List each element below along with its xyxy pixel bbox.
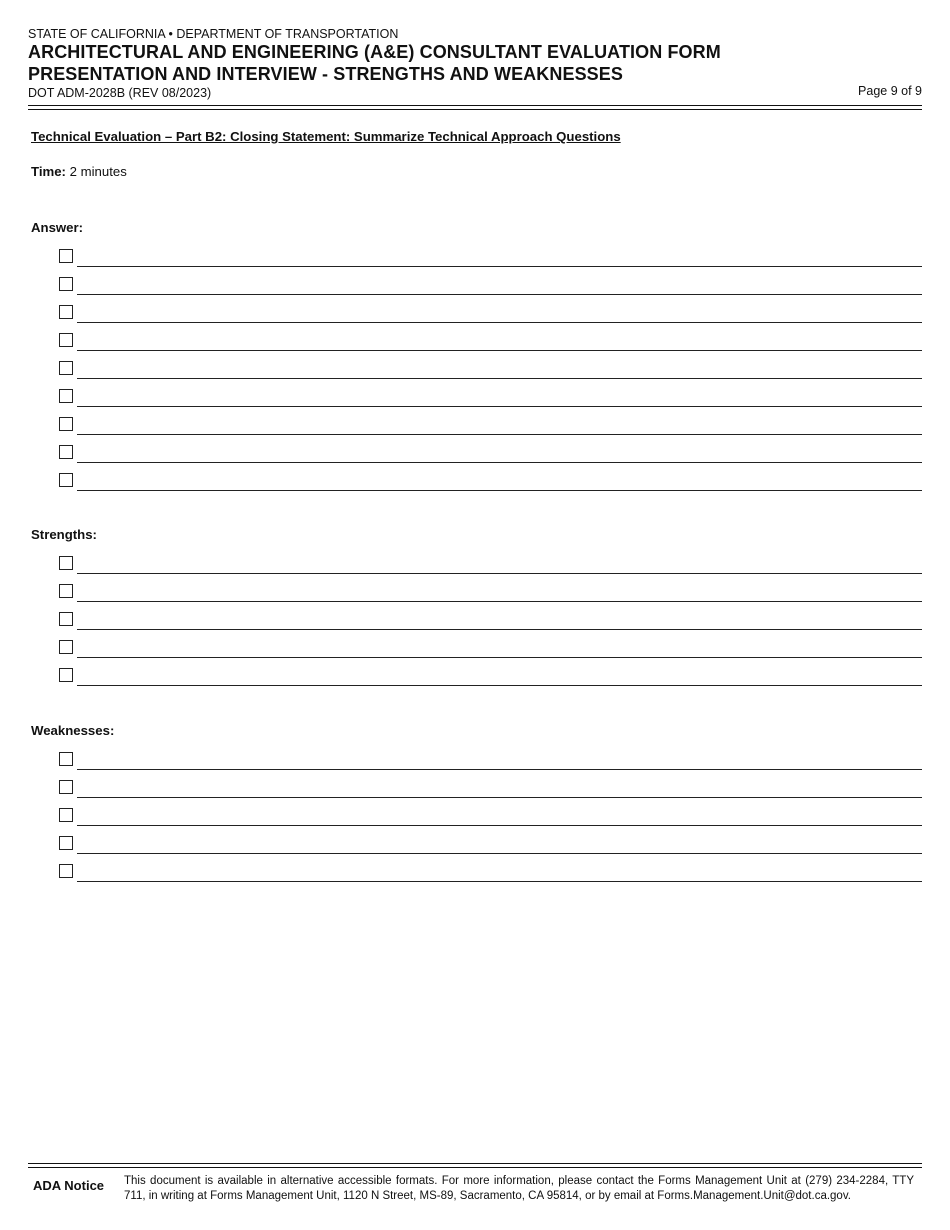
answer-text-line[interactable]: [77, 350, 922, 351]
weaknesses-text-line[interactable]: [77, 825, 922, 826]
answer-checkbox[interactable]: [59, 445, 73, 459]
strengths-checkbox[interactable]: [59, 556, 73, 570]
answer-row: [59, 411, 922, 439]
weaknesses-checkbox[interactable]: [59, 808, 73, 822]
weaknesses-fields: [59, 746, 922, 886]
answer-checkbox[interactable]: [59, 305, 73, 319]
answer-checkbox[interactable]: [59, 473, 73, 487]
answer-checkbox[interactable]: [59, 277, 73, 291]
strengths-checkbox[interactable]: [59, 640, 73, 654]
strengths-row: [59, 550, 922, 578]
weaknesses-checkbox[interactable]: [59, 780, 73, 794]
form-number: DOT ADM-2028B (REV 08/2023): [28, 86, 212, 100]
answer-text-line[interactable]: [77, 378, 922, 379]
answer-row: [59, 327, 922, 355]
answer-checkbox[interactable]: [59, 389, 73, 403]
form-header: [28, 27, 922, 100]
answer-row: [59, 271, 922, 299]
answer-row: [59, 243, 922, 271]
strengths-fields: [59, 550, 922, 690]
answer-row: [59, 383, 922, 411]
header-divider: [28, 105, 922, 106]
time-value: 2 minutes: [69, 164, 127, 179]
strengths-text-line[interactable]: [77, 685, 922, 686]
form-title-line-2: PRESENTATION AND INTERVIEW - STRENGTHS AND WEAKNESSES: [28, 64, 624, 84]
answer-checkbox[interactable]: [59, 361, 73, 375]
strengths-text-line[interactable]: [77, 657, 922, 658]
answer-checkbox[interactable]: [59, 249, 73, 263]
weaknesses-text-line[interactable]: [77, 881, 922, 882]
agency-name: STATE OF CALIFORNIA • DEPARTMENT OF TRANSPORTATION: [28, 27, 399, 41]
answer-row: [59, 439, 922, 467]
weaknesses-checkbox[interactable]: [59, 752, 73, 766]
answer-text-line[interactable]: [77, 462, 922, 463]
weaknesses-checkbox[interactable]: [59, 836, 73, 850]
strengths-row: [59, 606, 922, 634]
weaknesses-checkbox[interactable]: [59, 864, 73, 878]
answer-text-line[interactable]: [77, 266, 922, 267]
footer-divider-secondary: [28, 1167, 922, 1168]
weaknesses-row: [59, 746, 922, 774]
strengths-checkbox[interactable]: [59, 668, 73, 682]
answer-row: [59, 355, 922, 383]
answer-text-line[interactable]: [77, 434, 922, 435]
weaknesses-text-line[interactable]: [77, 797, 922, 798]
answer-row: [59, 467, 922, 495]
strengths-row: [59, 662, 922, 690]
footer-divider: [28, 1163, 922, 1164]
weaknesses-row: [59, 858, 922, 886]
weaknesses-text-line[interactable]: [77, 853, 922, 854]
answer-row: [59, 299, 922, 327]
strengths-text-line[interactable]: [77, 601, 922, 602]
answer-label: Answer:: [31, 220, 84, 235]
strengths-row: [59, 634, 922, 662]
weaknesses-label: Weaknesses:: [31, 723, 115, 738]
answer-fields: [59, 243, 922, 495]
ada-notice-text: This document is available in alternative accessible formats. For more information, please contact the Forms Management Unit at (279) 234-2284, TTY 711, in writing at Forms Management Unit, 1120 N Street, MS-89, Sacramento, CA 95814, or by email at Forms.Management.Unit@dot.ca.gov.: [124, 1175, 914, 1202]
weaknesses-text-line[interactable]: [77, 769, 922, 770]
weaknesses-row: [59, 830, 922, 858]
ada-notice-label: ADA Notice: [33, 1178, 105, 1193]
strengths-text-line[interactable]: [77, 573, 922, 574]
header-divider-secondary: [28, 109, 922, 110]
section-title: Technical Evaluation – Part B2: Closing Statement: Summarize Technical Approach Questions: [31, 129, 621, 144]
strengths-checkbox[interactable]: [59, 612, 73, 626]
answer-text-line[interactable]: [77, 294, 922, 295]
time-label: Time:: [31, 164, 66, 179]
strengths-row: [59, 578, 922, 606]
answer-text-line[interactable]: [77, 406, 922, 407]
page-number: Page 9 of 9: [858, 84, 922, 98]
strengths-checkbox[interactable]: [59, 584, 73, 598]
answer-text-line[interactable]: [77, 490, 922, 491]
answer-checkbox[interactable]: [59, 333, 73, 347]
strengths-text-line[interactable]: [77, 629, 922, 630]
answer-checkbox[interactable]: [59, 417, 73, 431]
form-title-line-1: ARCHITECTURAL AND ENGINEERING (A&E) CONSULTANT EVALUATION FORM: [28, 42, 721, 62]
strengths-label: Strengths:: [31, 527, 97, 542]
answer-text-line[interactable]: [77, 322, 922, 323]
weaknesses-row: [59, 802, 922, 830]
time-allotment: [31, 164, 127, 179]
weaknesses-row: [59, 774, 922, 802]
